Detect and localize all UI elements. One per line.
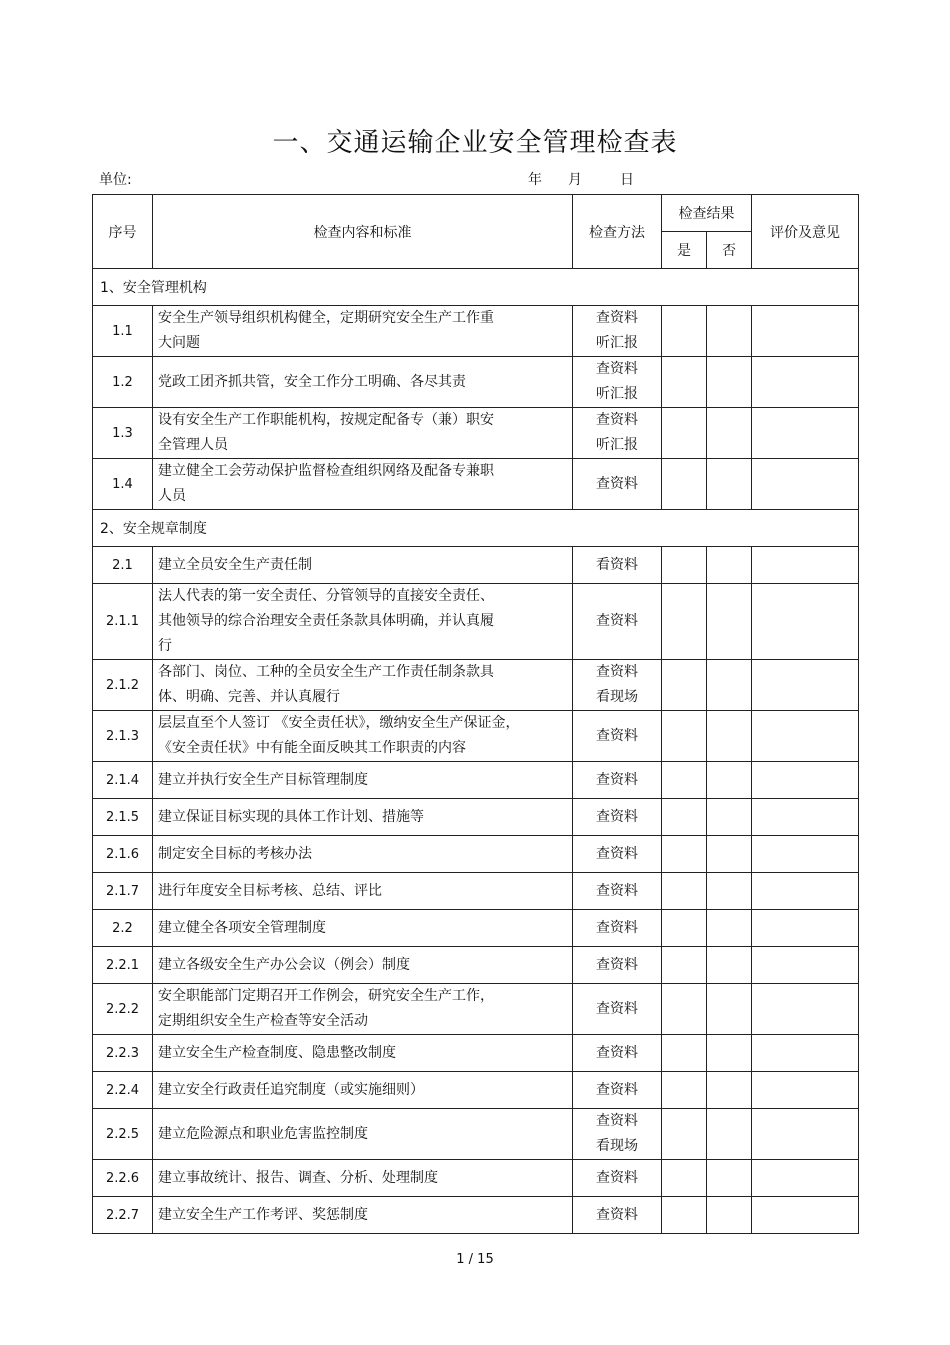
table-row	[93, 836, 859, 873]
item-number: 1.1	[93, 306, 153, 357]
item-content: 建立健全各项安全管理制度	[153, 910, 573, 947]
item-method: 看资料	[573, 547, 662, 584]
section-row	[93, 510, 859, 547]
evaluation-cell	[752, 306, 859, 357]
item-method: 查资料 看现场	[573, 660, 662, 711]
evaluation-cell	[752, 547, 859, 584]
evaluation-cell	[752, 459, 859, 510]
date-month-label: 月	[568, 172, 582, 188]
item-number: 2.1.6	[93, 836, 153, 873]
result-yes-cell	[662, 408, 707, 459]
table-row	[93, 910, 859, 947]
result-no-cell	[707, 799, 752, 836]
header-content: 检查内容和标准	[153, 195, 573, 269]
result-no-cell	[707, 873, 752, 910]
item-method: 查资料	[573, 711, 662, 762]
item-method: 查资料 听汇报	[573, 306, 662, 357]
item-content: 设有安全生产工作职能机构，按规定配备专（兼）职安 全管理人员	[153, 408, 573, 459]
result-yes-cell	[662, 762, 707, 799]
item-content: 安全职能部门定期召开工作例会，研究安全生产工作， 定期组织安全生产检查等安全活动	[153, 984, 573, 1035]
item-content: 建立各级安全生产办公会议（例会）制度	[153, 947, 573, 984]
table-row	[93, 1160, 859, 1197]
table-row	[93, 408, 859, 459]
item-number: 2.2.2	[93, 984, 153, 1035]
table-row	[93, 584, 859, 660]
item-method: 查资料	[573, 836, 662, 873]
item-number: 2.1.7	[93, 873, 153, 910]
evaluation-cell	[752, 1197, 859, 1234]
item-method: 查资料 看现场	[573, 1109, 662, 1160]
result-no-cell	[707, 408, 752, 459]
evaluation-cell	[752, 1035, 859, 1072]
evaluation-cell	[752, 910, 859, 947]
result-yes-cell	[662, 799, 707, 836]
item-method: 查资料	[573, 1035, 662, 1072]
result-yes-cell	[662, 947, 707, 984]
table-row	[93, 1197, 859, 1234]
item-number: 2.2.3	[93, 1035, 153, 1072]
item-number: 1.2	[93, 357, 153, 408]
item-content: 法人代表的第一安全责任、分管领导的直接安全责任、 其他领导的综合治理安全责任条款具体明确，并认真履 行	[153, 584, 573, 660]
result-yes-cell	[662, 711, 707, 762]
result-no-cell	[707, 547, 752, 584]
page-title: 一、交通运输企业安全管理检查表	[272, 128, 678, 158]
result-yes-cell	[662, 1109, 707, 1160]
item-content: 建立保证目标实现的具体工作计划、措施等	[153, 799, 573, 836]
table-row	[93, 984, 859, 1035]
table-row	[93, 711, 859, 762]
item-content: 制定安全目标的考核办法	[153, 836, 573, 873]
result-yes-cell	[662, 459, 707, 510]
section-row	[93, 269, 859, 306]
date-year-label: 年	[528, 172, 542, 188]
item-method: 查资料	[573, 459, 662, 510]
result-yes-cell	[662, 1072, 707, 1109]
item-method: 查资料	[573, 873, 662, 910]
unit-label: 单位:	[99, 172, 132, 188]
section-title: 2、安全规章制度	[93, 510, 859, 547]
result-yes-cell	[662, 1197, 707, 1234]
item-content: 建立安全生产检查制度、隐患整改制度	[153, 1035, 573, 1072]
result-yes-cell	[662, 910, 707, 947]
item-content: 建立危险源点和职业危害监控制度	[153, 1109, 573, 1160]
evaluation-cell	[752, 1160, 859, 1197]
page-number: 1 / 15	[456, 1252, 494, 1267]
result-no-cell	[707, 1160, 752, 1197]
item-content: 安全生产领导组织机构健全，定期研究安全生产工作重 大问题	[153, 306, 573, 357]
table-row	[93, 1072, 859, 1109]
item-number: 2.2.4	[93, 1072, 153, 1109]
result-no-cell	[707, 762, 752, 799]
item-method: 查资料	[573, 799, 662, 836]
item-method: 查资料	[573, 584, 662, 660]
item-number: 2.2	[93, 910, 153, 947]
evaluation-cell	[752, 873, 859, 910]
table-row	[93, 1109, 859, 1160]
result-yes-cell	[662, 660, 707, 711]
result-no-cell	[707, 357, 752, 408]
item-number: 2.2.5	[93, 1109, 153, 1160]
item-method: 查资料	[573, 1160, 662, 1197]
result-yes-cell	[662, 584, 707, 660]
evaluation-cell	[752, 711, 859, 762]
result-no-cell	[707, 1072, 752, 1109]
result-yes-cell	[662, 873, 707, 910]
result-yes-cell	[662, 836, 707, 873]
result-no-cell	[707, 1109, 752, 1160]
table-row	[93, 799, 859, 836]
item-method: 查资料	[573, 947, 662, 984]
result-no-cell	[707, 711, 752, 762]
item-content: 建立安全行政责任追究制度（或实施细则）	[153, 1072, 573, 1109]
item-method: 查资料 听汇报	[573, 408, 662, 459]
item-number: 1.3	[93, 408, 153, 459]
evaluation-cell	[752, 408, 859, 459]
result-yes-cell	[662, 984, 707, 1035]
table-row	[93, 1035, 859, 1072]
evaluation-cell	[752, 836, 859, 873]
result-no-cell	[707, 1035, 752, 1072]
evaluation-cell	[752, 984, 859, 1035]
evaluation-cell	[752, 1109, 859, 1160]
result-no-cell	[707, 459, 752, 510]
table-row	[93, 762, 859, 799]
table-row	[93, 547, 859, 584]
header-yes: 是	[662, 232, 707, 269]
result-no-cell	[707, 1197, 752, 1234]
header-no: 否	[707, 232, 752, 269]
header-method: 检查方法	[573, 195, 662, 269]
result-yes-cell	[662, 357, 707, 408]
evaluation-cell	[752, 762, 859, 799]
item-number: 2.2.1	[93, 947, 153, 984]
table-row	[93, 660, 859, 711]
inspection-table	[92, 194, 859, 1234]
date-line	[528, 169, 634, 189]
evaluation-cell	[752, 357, 859, 408]
table-row	[93, 947, 859, 984]
result-no-cell	[707, 910, 752, 947]
item-method: 查资料	[573, 1197, 662, 1234]
item-method: 查资料	[573, 910, 662, 947]
item-number: 2.1	[93, 547, 153, 584]
result-no-cell	[707, 584, 752, 660]
item-number: 2.1.1	[93, 584, 153, 660]
header-seq: 序号	[93, 195, 153, 269]
item-number: 2.1.2	[93, 660, 153, 711]
evaluation-cell	[752, 660, 859, 711]
item-method: 查资料	[573, 1072, 662, 1109]
evaluation-cell	[752, 1072, 859, 1109]
evaluation-cell	[752, 799, 859, 836]
item-method: 查资料	[573, 762, 662, 799]
section-title: 1、安全管理机构	[93, 269, 859, 306]
item-number: 1.4	[93, 459, 153, 510]
result-yes-cell	[662, 1035, 707, 1072]
item-number: 2.1.3	[93, 711, 153, 762]
table-row	[93, 873, 859, 910]
result-no-cell	[707, 306, 752, 357]
item-content: 层层直至个人签订 《安全责任状》，缴纳安全生产保证金， 《安全责任状》中有能全面反映其工作职责的内容	[153, 711, 573, 762]
item-content: 建立并执行安全生产目标管理制度	[153, 762, 573, 799]
date-day-label: 日	[620, 172, 634, 188]
header-result: 检查结果	[662, 195, 752, 232]
result-no-cell	[707, 660, 752, 711]
item-content: 建立事故统计、报告、调查、分析、处理制度	[153, 1160, 573, 1197]
item-content: 进行年度安全目标考核、总结、评比	[153, 873, 573, 910]
result-yes-cell	[662, 1160, 707, 1197]
item-number: 2.1.5	[93, 799, 153, 836]
result-no-cell	[707, 836, 752, 873]
item-content: 建立安全生产工作考评、奖惩制度	[153, 1197, 573, 1234]
item-content: 各部门、岗位、工种的全员安全生产工作责任制条款具 体、明确、完善、并认真履行	[153, 660, 573, 711]
table-row	[93, 306, 859, 357]
result-yes-cell	[662, 547, 707, 584]
table-row	[93, 357, 859, 408]
item-content: 党政工团齐抓共管，安全工作分工明确、各尽其责	[153, 357, 573, 408]
evaluation-cell	[752, 947, 859, 984]
item-content: 建立全员安全生产责任制	[153, 547, 573, 584]
header-evaluation: 评价及意见	[752, 195, 859, 269]
result-yes-cell	[662, 306, 707, 357]
evaluation-cell	[752, 584, 859, 660]
item-number: 2.1.4	[93, 762, 153, 799]
table-body	[93, 269, 859, 1234]
item-content: 建立健全工会劳动保护监督检查组织网络及配备专兼职 人员	[153, 459, 573, 510]
table-row	[93, 459, 859, 510]
item-method: 查资料	[573, 984, 662, 1035]
item-number: 2.2.7	[93, 1197, 153, 1234]
result-no-cell	[707, 984, 752, 1035]
result-no-cell	[707, 947, 752, 984]
item-method: 查资料 听汇报	[573, 357, 662, 408]
item-number: 2.2.6	[93, 1160, 153, 1197]
